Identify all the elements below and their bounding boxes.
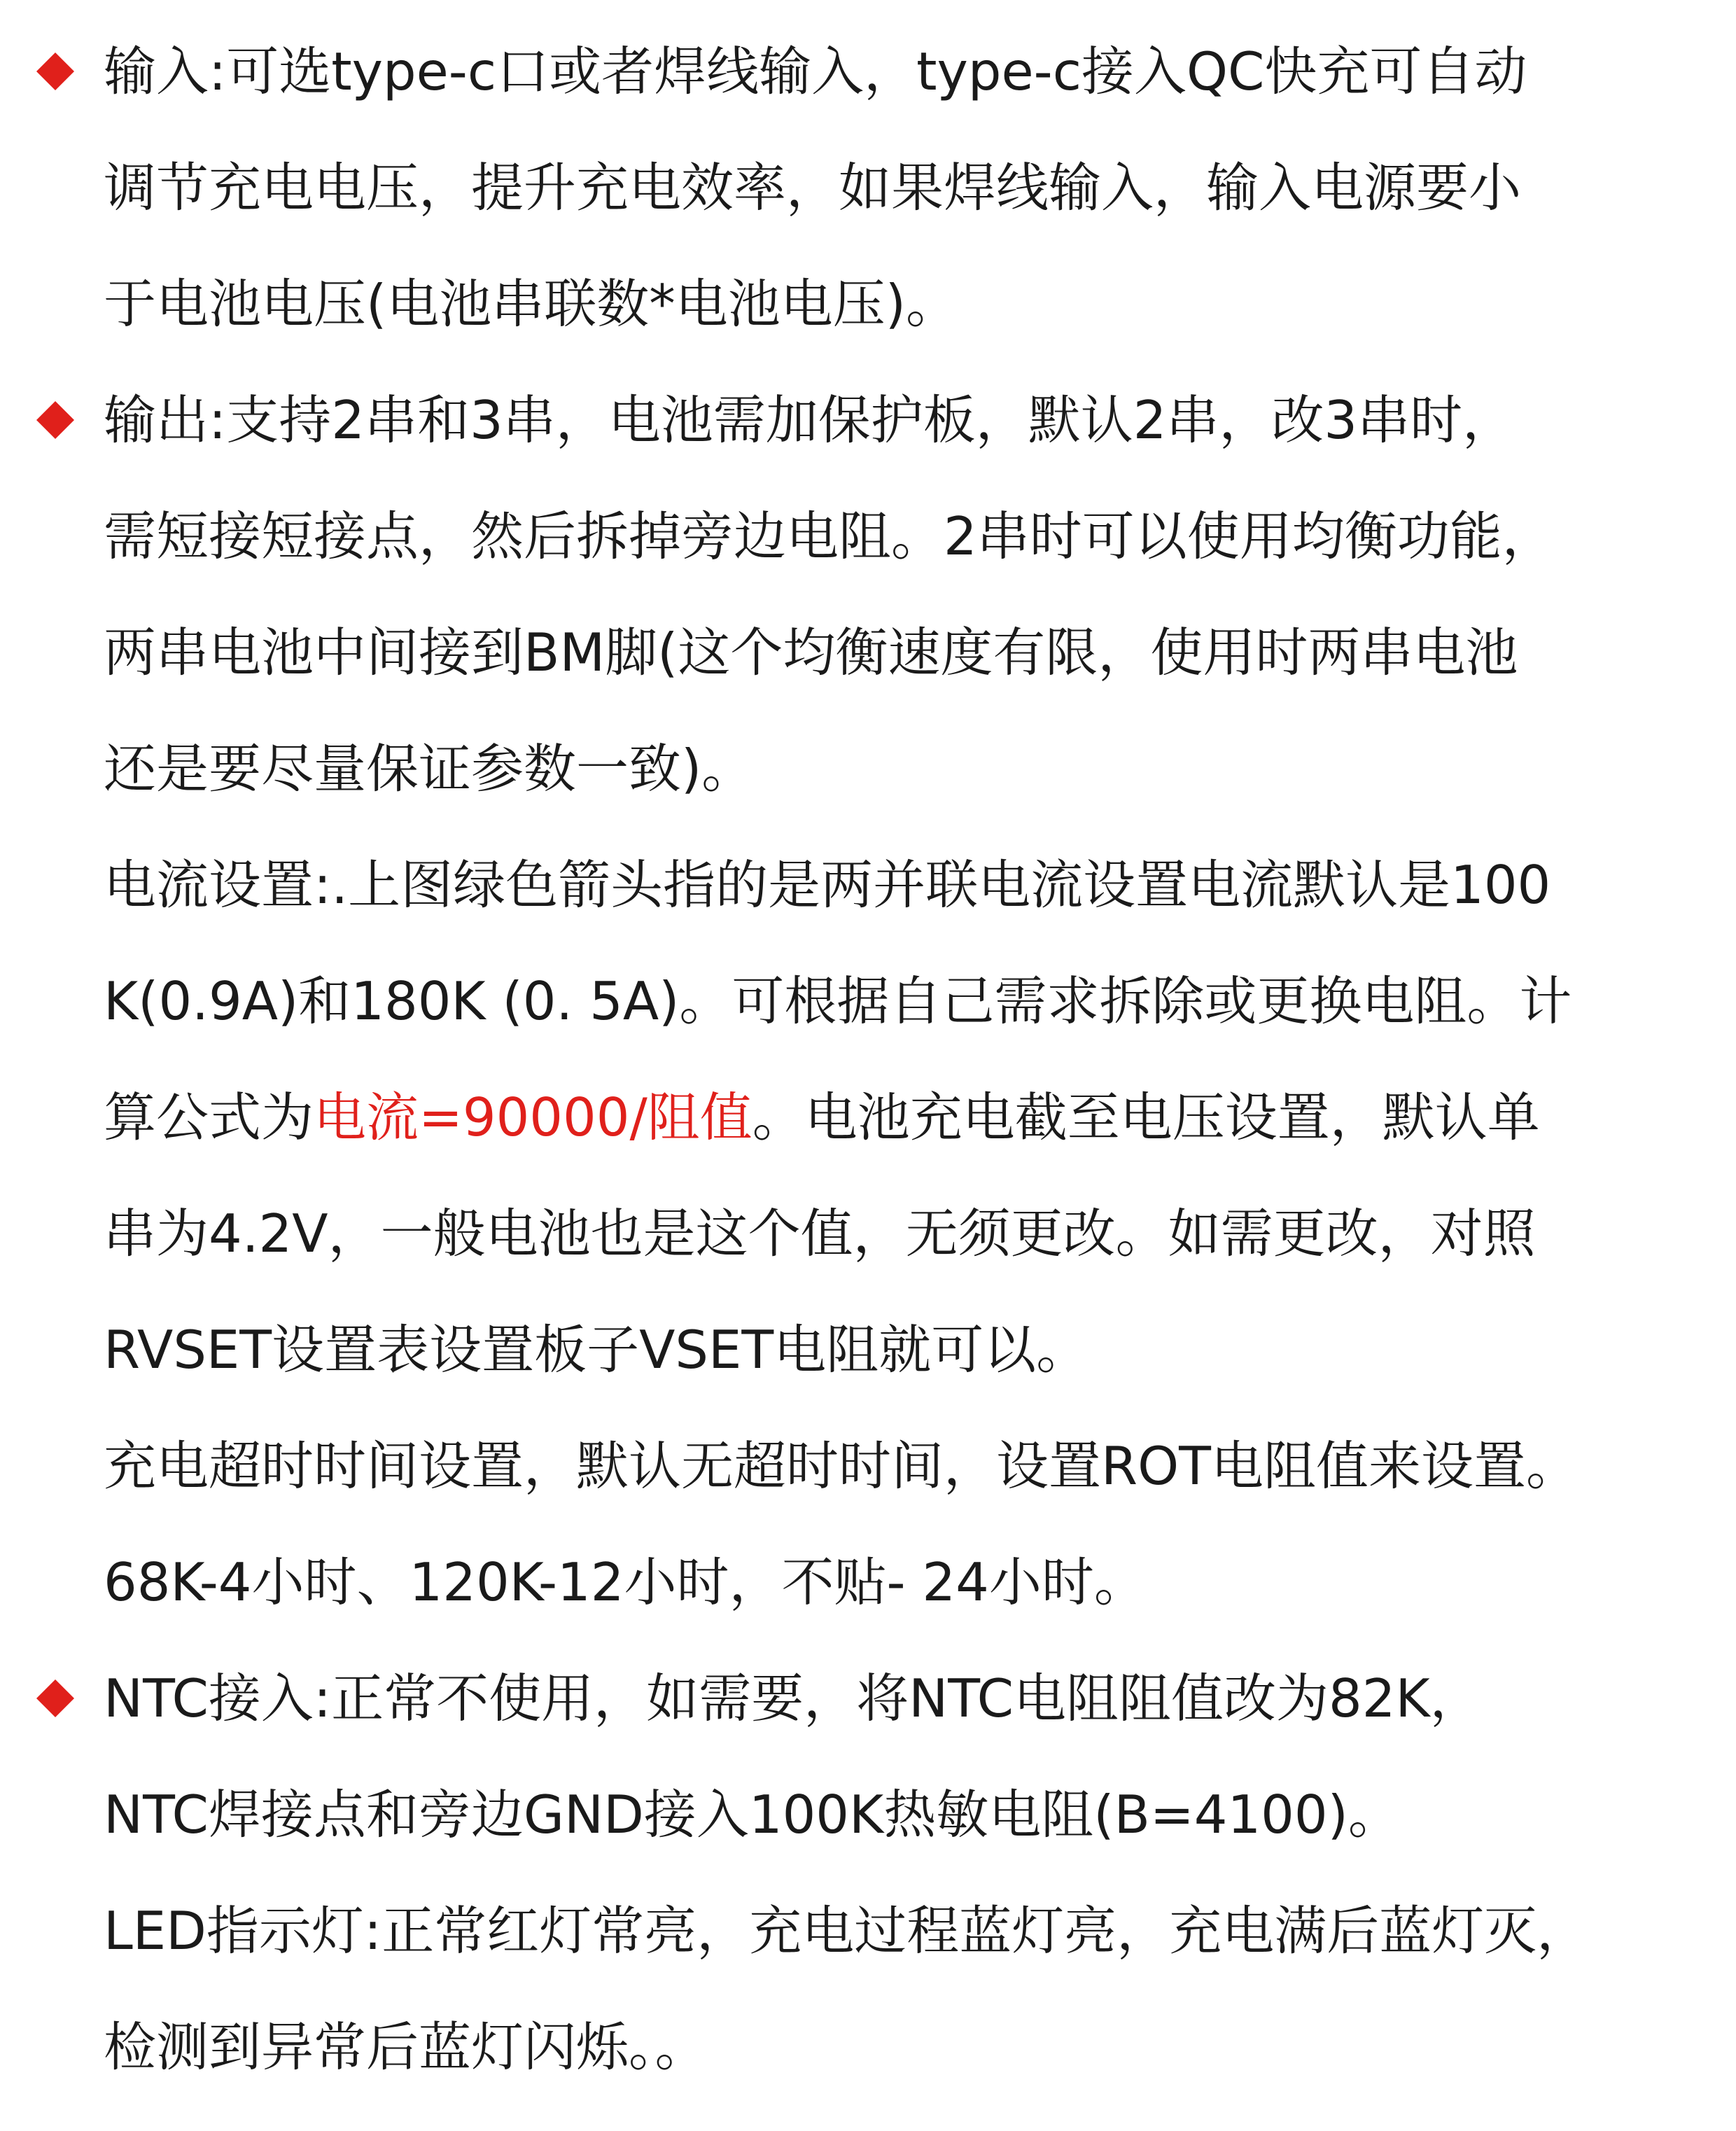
output-line-2: 需短接短接点，然后拆掉旁边电阻。2串时可以使用均衡功能， bbox=[104, 505, 1555, 567]
ntc-line-1: NTC接入:正常不使用，如需要，将NTC电阻阻值改为82K， bbox=[104, 1668, 1483, 1729]
led-line-2: 检测到异常后蓝灯闪烁。。 bbox=[104, 2016, 708, 2078]
timeout-line-2: 68K-4小时、120K-12小时，不贴- 24小时。 bbox=[104, 1551, 1147, 1613]
current-line-3 bbox=[104, 1082, 1540, 1152]
red-diamond-icon bbox=[35, 400, 76, 440]
input-line-3: 于电池电压(电池串联数*电池电压)。 bbox=[104, 273, 959, 335]
output-line-3: 两串电池中间接到BM脚(这个均衡速度有限，使用时两串电池 bbox=[104, 622, 1518, 683]
current-line-1: 电流设置:.上图绿色箭头指的是两并联电流设置电流默认是100 bbox=[104, 854, 1551, 916]
output-line-4: 还是要尽量保证参数一致)。 bbox=[104, 738, 755, 799]
red-diamond-icon bbox=[35, 51, 76, 92]
led-line-1: LED指示灯:正常红灯常亮，充电过程蓝灯亮，充电满后蓝灯灭， bbox=[104, 1900, 1590, 1962]
red-diamond-icon bbox=[35, 1678, 76, 1719]
input-line-1: 输入:可选type-c口或者焊线输入，type-c接入QC快充可自动 bbox=[104, 41, 1527, 102]
current-line-3-prefix: 算公式为 bbox=[104, 1087, 314, 1148]
input-line-2: 调节充电电压，提升充电效率，如果焊线输入，输入电源要小 bbox=[104, 157, 1522, 218]
output-line-1: 输出:支持2串和3串，电池需加保护板，默认2串，改3串时， bbox=[104, 389, 1516, 451]
current-line-3-suffix: 。电池充电截至电压设置，默认单 bbox=[752, 1087, 1540, 1148]
ntc-line-2: NTC焊接点和旁边GND接入100K热敏电阻(B=4100)。 bbox=[104, 1784, 1401, 1845]
current-line-2: K(0.9A)和180K (0. 5A)。可根据自己需求拆除或更换电阻。计 bbox=[104, 970, 1572, 1032]
current-line-4: 串为4.2V，一般电池也是这个值，无须更改。如需更改，对照 bbox=[104, 1203, 1536, 1264]
current-line-5: RVSET设置表设置板子VSET电阻就可以。 bbox=[104, 1319, 1089, 1381]
current-formula: 电流=90000/阻值 bbox=[314, 1087, 752, 1148]
timeout-line-1: 充电超时时间设置，默认无超时时间，设置ROT电阻值来设置。 bbox=[104, 1435, 1578, 1497]
